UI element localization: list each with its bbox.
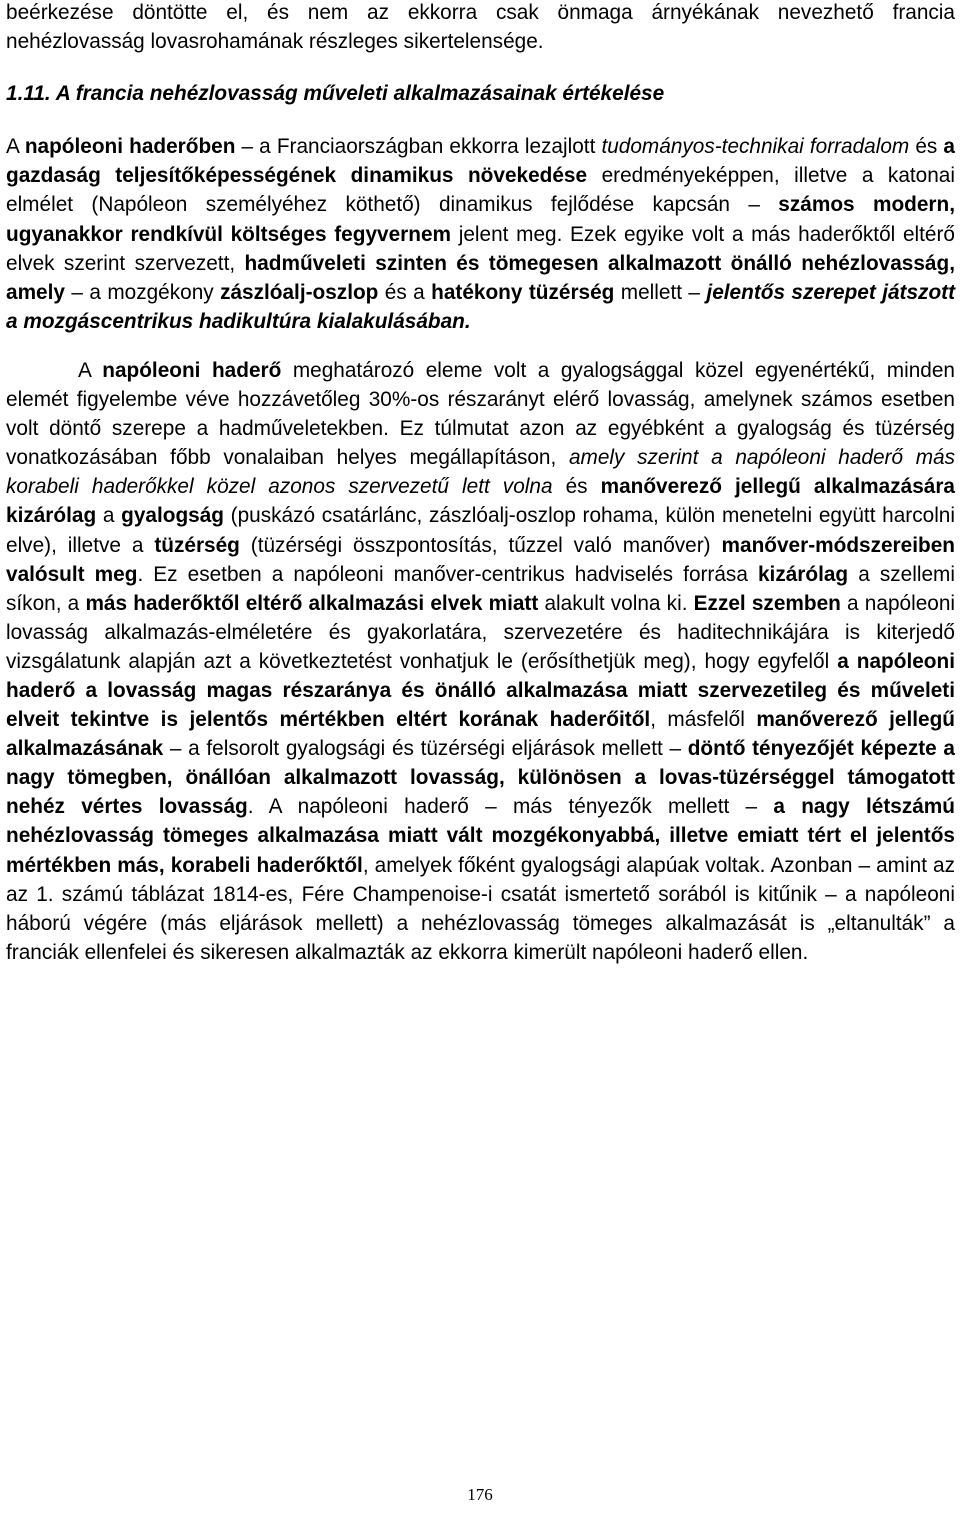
text-run: napóleoni haderőben — [24, 135, 236, 159]
text-run: a nagy létszámú nehézlovasság tömeges alkalmazása miatt vált mozgékonyabbá, illetve emiatt tért el jelentős mértékben más, korabeli haderőktől — [6, 795, 955, 877]
text-run: (puskázó csatárlánc, zászlóalj-oszlop rohama, külön menetelni együtt harcolni elve), illetve a — [6, 504, 955, 557]
text-run: a szellemi síkon, a — [6, 562, 955, 615]
text-run: és a — [378, 280, 432, 304]
text-run: és — [909, 135, 944, 159]
text-run: tudományos-technikai forradalom — [601, 135, 910, 159]
text-run: napóleoni haderő — [102, 358, 282, 382]
text-run: hatékony tüzérség — [431, 280, 615, 304]
text-run: alakult volna ki. — [538, 591, 694, 615]
text-run: manőver-módszereiben valósult meg — [6, 533, 955, 586]
text-run: gyalogság — [121, 504, 224, 528]
text-run: – a Franciaországban ekkorra lezajlott — [235, 135, 602, 159]
text-run: manőverező jellegű alkalmazására kizárólag — [6, 475, 955, 528]
text-run: meghatározó eleme volt a gyalogsággal közel egyenértékű, minden elemét figyelembe véve hozzávetőleg 30%-os részarányt elérő lovasság, amelynek számos esetben volt döntő szerepe a hadműveletekben. Ez túlmutat azon az egyébként a gyalogság és tüzérség vonatkozásában főbb vonalaiban helyes megállapításon, — [6, 358, 955, 470]
text-run: a gazdaság teljesítőképességének dinamikus növekedése — [6, 135, 955, 188]
text-run: jelentős szerepet játszott a mozgáscentrikus hadikultúra kialakulásában. — [6, 280, 955, 333]
text-run: zászlóalj-oszlop — [220, 280, 379, 304]
text-run: Ezzel szemben — [693, 591, 841, 615]
paragraph-continuation — [6, 0, 955, 56]
text-run: beérkezése döntötte el, és nem az ekkorra csak önmaga árnyékának nevezhető francia nehézlovasság lovasrohamának részleges sikertelensége. — [6, 1, 955, 54]
text-run: amely szerint a napóleoni haderő más korabeli haderőkkel közel azonos szervezetű lett volna — [6, 446, 955, 499]
text-run: a napóleoni lovasság alkalmazás-elméletére és gyakorlatára, szervezetére és haditechnikájára is kiterjedő vizsgálatunk alapján azt a következtetést vonhatjuk le (erősíthetjük meg), hogy egyfelől — [6, 591, 956, 673]
text-run: hadműveleti szinten és tömegesen alkalmazott önálló nehézlovasság, amely — [6, 251, 955, 304]
text-run: A — [6, 135, 25, 159]
text-run: eredményeképpen, illetve a katonai elmélet (Napóleon személyéhez köthető) dinamikus fejlődése kapcsán – — [6, 164, 955, 217]
text-run: számos modern, ugyanakkor rendkívül költséges fegyvernem — [6, 193, 955, 246]
text-run: , másfelől — [650, 708, 757, 732]
text-run: (tüzérségi összpontosítás, tűzzel való manőver) — [239, 533, 722, 557]
text-run: A — [78, 358, 103, 382]
text-run: . Ez esetben a napóleoni manőver-centrikus hadviselés forrása — [137, 562, 758, 586]
text-run: , amelyek főként gyalogsági alapúak voltak. Azonban – amint az az 1. számú táblázat 1814-es, Fére Champenoise-i csatát ismertető sorából is kitűnik – a napóleoni háború végére (más eljárások mellett) a nehézlovasság tömeges alkalmazását is „eltanulták” a franciák ellenfelei és sikeresen alkalmazták az ekkorra kimerült napóleoni haderő ellen. — [6, 853, 956, 964]
text-run: a napóleoni haderő a lovasság magas részaránya és önálló alkalmazása miatt szervezetileg és műveleti elveit tekintve is jelentős mértékben eltért korának haderőitől — [6, 649, 955, 732]
text-run: döntő tényezőjét képezte a nagy tömegben, önállóan alkalmazott lovasság, különösen a lovas-tüzérséggel támogatott nehéz vértes lovasság — [6, 737, 955, 819]
page-number: 176 — [467, 1485, 493, 1504]
text-run: más haderőktől eltérő alkalmazási elvek miatt — [85, 591, 539, 615]
text-run: és — [552, 475, 601, 499]
text-run: – a mozgékony — [64, 280, 221, 304]
text-run: . A napóleoni haderő – más tényezők mellett – — [247, 795, 774, 819]
text-run: – a felsorolt gyalogsági és tüzérségi eljárások mellett – — [163, 737, 688, 761]
paragraph-napoleonic-army — [6, 132, 955, 336]
paragraph-cavalry-analysis — [6, 356, 955, 967]
text-run: a — [96, 504, 122, 528]
text-run: manőverező jellegű alkalmazásának — [6, 708, 955, 761]
text-run: kizárólag — [757, 562, 849, 586]
text-run: tüzérség — [154, 533, 240, 557]
text-run: mellett – — [614, 280, 707, 304]
section-heading: 1.11. A francia nehézlovasság műveleti alkalmazásainak értékelése — [6, 82, 665, 106]
text-run: jelent meg. Ezek egyike volt a más haderőktől eltérő elvek szerint szervezett, — [6, 222, 955, 275]
document-page — [6, 0, 955, 967]
